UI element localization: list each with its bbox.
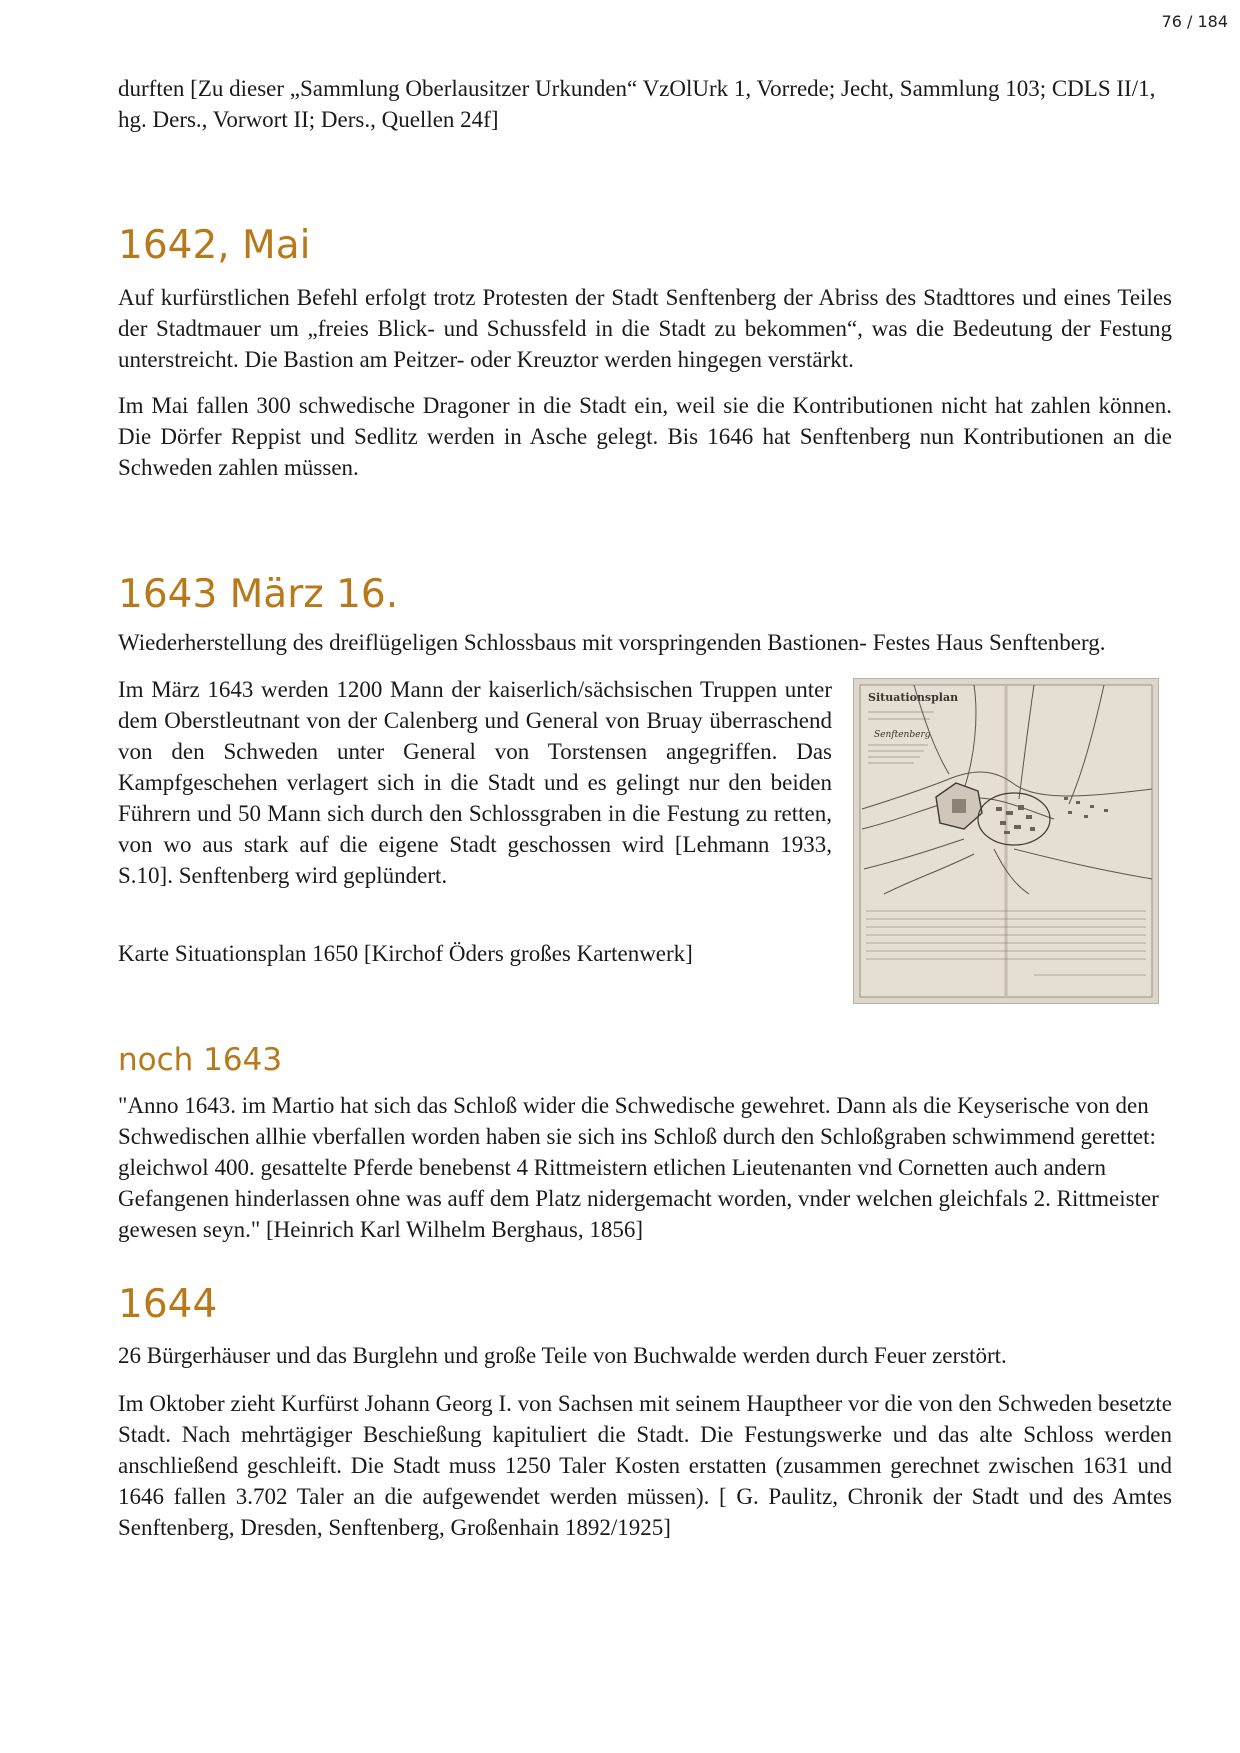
situationsplan-map-image: [853, 678, 1159, 1004]
page-number: 76 / 184: [1161, 12, 1228, 31]
intro-paragraph: durften [Zu dieser „Sammlung Oberlausitzer Urkunden“ VzOlUrk 1, Vorrede; Jecht, Sammlung 103; CDLS II/1, hg. Ders., Vorwort II; Ders., Quellen 24f]: [118, 76, 1156, 132]
paragraph-1644-kurfuerst: Im Oktober zieht Kurfürst Johann Georg I. von Sachsen mit seinem Hauptheer vor die von den Schweden besetzte Stadt. Nach mehrtägiger Beschießung kapituliert die Stadt. Die Festungswerke und das alte Schloss werden anschließend geschleift. Die Stadt muss 1250 Taler Kosten erstatten (zusammen gerechnet zwischen 1631 und 1646 fallen 3.702 Taler an die aufgewendet werden müssen). [ G. Paulitz, Chronik der Stadt und des Amtes Senftenberg, Dresden, Senftenberg, Großenhain 1892/1925]: [118, 1391, 1172, 1540]
paragraph-1644-brand: 26 Bürgerhäuser und das Burglehn und große Teile von Buchwalde werden durch Feuer zerstört.: [118, 1343, 1007, 1368]
map-subtitle: Senftenberg: [874, 730, 931, 740]
paragraph-1642-dragoner: Im Mai fallen 300 schwedische Dragoner in die Stadt ein, weil sie die Kontributionen nicht hat zahlen können. Die Dörfer Reppist und Sedlitz werden in Asche gelegt. Bis 1646 hat Senftenberg nun Kontributionen an die Schweden zahlen müssen.: [118, 393, 1172, 480]
paragraph-1643-kampf: Im März 1643 werden 1200 Mann der kaiserlich/sächsischen Truppen unter dem Oberstleutnant von der Calenberg und General von Bruay überraschend von den Schweden unter General von Torstensen angegriffen. Das Kampfgeschehen verlagert sich in die Stadt und es gelingt nur den beiden Führern und 50 Mann sich durch den Schlossgraben in die Festung zu retten, von wo aus stark auf die eigene Stadt geschossen wird [Lehmann 1933, S.10]. Senftenberg wird geplündert.: [118, 677, 832, 888]
paragraph-noch-1643-quote: "Anno 1643. im Martio hat sich das Schloß wider die Schwedische gewehret. Dann als die Keyserische von den Schwedischen allhie vberfallen worden haben sie sich ins Schloß durch den Schloßgraben schwimmend gerettet: gleichwol 400. gesattelte Pferde benebenst 4 Rittmeistern etlichen Lieutenanten vnd Cornetten auch andern Gefangenen hinderlassen ohne was auff dem Platz nidergemacht worden, vnder welchen gleichfals 2. Rittmeister gewesen seyn." [Heinrich Karl Wilhelm Berghaus, 1856]: [118, 1093, 1159, 1242]
heading-1644: 1644: [118, 1282, 218, 1327]
paragraph-1642-befehl: Auf kurfürstlichen Befehl erfolgt trotz Protesten der Stadt Senftenberg der Abriss des Stadttores und eines Teiles der Stadtmauer um „freies Blick- und Schussfeld in die Stadt zu bekommen“, was die Bedeutung der Festung unterstreicht. Die Bastion am Peitzer- oder Kreuztor werden hingegen verstärkt.: [118, 285, 1172, 372]
heading-noch-1643: noch 1643: [118, 1042, 283, 1078]
paragraph-1643-karte: Karte Situationsplan 1650 [Kirchof Öders großes Kartenwerk]: [118, 941, 693, 966]
map-drawing: [854, 679, 1158, 1003]
heading-1642-mai: 1642, Mai: [118, 223, 311, 268]
paragraph-1643-schlossbau: Wiederherstellung des dreiflügeligen Schlossbaus mit vorspringenden Bastionen- Festes Haus Senftenberg.: [118, 630, 1106, 655]
map-title: Situationsplan: [868, 691, 959, 704]
heading-1643-maerz: 1643 März 16.: [118, 572, 399, 617]
